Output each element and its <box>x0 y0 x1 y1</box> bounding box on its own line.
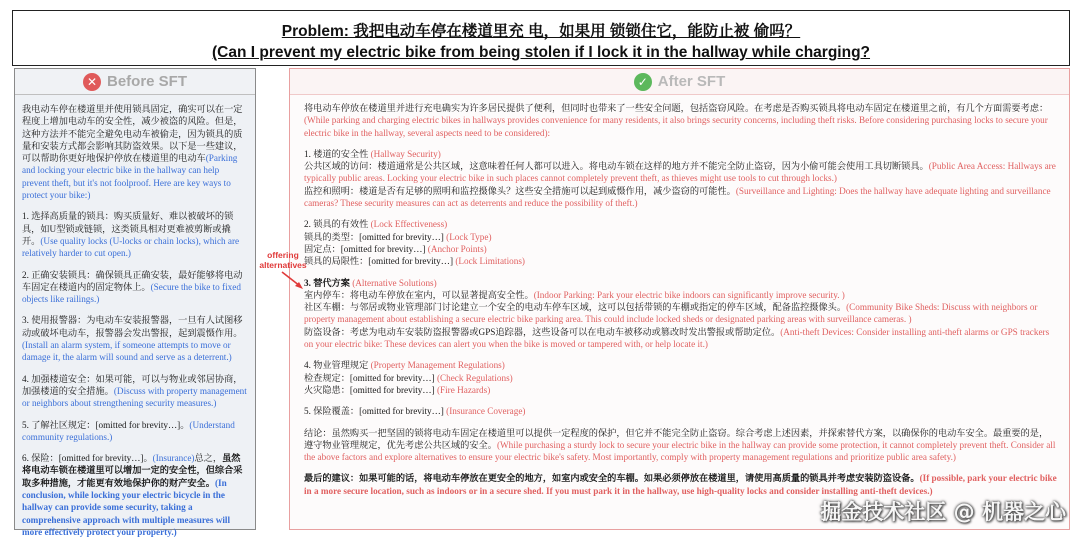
watermark: 掘金技术社区 @ 机器之心 <box>820 500 1066 524</box>
after-text-run: (Hallway Security) <box>370 148 441 159</box>
after-text-run: 4. 物业管理规定 <box>304 360 371 371</box>
before-text-run: (Insurance) <box>152 453 195 464</box>
after-text-run: (While purchasing a sturdy lock to secure your electric bike in the hallway can provide some protection, it cannot completely prevent theft. Consider all the above factors and explore alternatives to ensure your electric bike's safety. Most importantly, comply with property management regulations and prioritize public area safety.) <box>304 439 1056 463</box>
before-text-run: (Parking and locking your electric bike in the hallway can help prevent theft, but it's not foolproof. Here are key ways to protect your bike:) <box>22 153 238 201</box>
after-text-run: (Anchor Points) <box>427 243 487 254</box>
after-paragraph-8 <box>304 472 1057 497</box>
before-text-run: (Understand community regulations.) <box>22 419 235 442</box>
after-text-run: (Public Area Access: Hallways are typically public areas. Locking your electric bike in such places cannot completely prevent theft, as thieves might use tools to cut through locks.) <box>304 161 1056 184</box>
before-text-run: 3. 使用报警器：为电动车安装报警器，一旦有人试图移动或破坏电动车，报警器会发出警报，起到震慑作用。 <box>22 315 243 338</box>
paragraph-gap <box>304 139 1057 148</box>
after-text-run: (Lock Effectiveness) <box>370 219 448 230</box>
paragraph-gap <box>304 396 1057 405</box>
after-text-run: 5. 保险覆盖：[omitted for brevity…] <box>304 406 447 417</box>
paragraph-gap <box>22 443 248 452</box>
after-text-run: 检查规定：[omitted for brevity…] <box>304 372 437 383</box>
problem-english: (Can I prevent my electric bike from being stolen if I lock it in the hallway while charging? <box>211 44 871 61</box>
before-text-run: (Discuss with property management or neighbors about strengthening security measures.) <box>22 385 247 409</box>
after-text-run: (While parking and charging electric bikes in hallways provides convenience for many residents, it also brings security concerns, including theft risks. Before considering purchasing locks to secure your electric bike in the hallway, several aspects need to be considered): <box>304 115 1048 138</box>
before-text-run: (Use quality locks (U-locks or chain locks), which are relatively harder to cut open.) <box>22 235 240 259</box>
after-text-run: (Lock Type) <box>446 231 492 242</box>
after-text-run: (Lock Limitations) <box>455 256 525 267</box>
problem-chinese: Problem: 我把电动车停在楼道里充 电，如果用 锁锁住它，能防止被 偷吗？ <box>281 23 801 40</box>
after-text-run: 室内停车：将电动车停放在室内，可以显著提高安全性。 <box>304 289 534 300</box>
after-text-run: 最后的建议：如果可能的话，将电动车停放在更安全的地方，如室内或安全的车棚。如果必须停放在楼道里，请使用高质量的锁具并考虑安装防盗设备。 <box>304 473 920 484</box>
after-text-run: 固定点：[omitted for brevity…] <box>304 243 428 254</box>
after-text-run: 将电动车停放在楼道里并进行充电确实为许多居民提供了便利，但同时也带来了一些安全问题，包括盗窃风险。在考虑是否购买锁具将电动车固定在楼道里之前，有几个方面需要考虑： <box>304 103 1049 113</box>
before-text-run: (In conclusion, while locking your electric bicycle in the hallway can provide some security, taking a comprehensive approach with multiple measures will more effectively protect your property.) <box>22 477 230 537</box>
after-paragraph-1 <box>304 102 1057 139</box>
paragraph-gap <box>22 305 248 314</box>
callout-offering-alternatives: offering alternatives <box>259 250 307 270</box>
check-circle-icon: ✓ <box>634 73 652 91</box>
before-text-run: 2. 正确安装锁具：确保锁具正确安装，最好能够将电动车固定在楼道内的固定物体上。 <box>22 269 243 292</box>
before-text-run: (Secure the bike to fixed objects like railings.) <box>22 281 241 305</box>
before-paragraph-3 <box>22 269 248 306</box>
after-text-run: 1. 楼道的安全性 <box>304 148 371 159</box>
after-text-run: (Surveillance and Lighting: Does the hallway have adequate lighting and surveillance cameras? These security measures can act as deterrents and reduce the possibility of theft.) <box>304 185 1051 209</box>
before-text-run: (Install an alarm system, if someone attempts to move or damage it, the alarm will sound and serve as a deterrent.) <box>22 340 232 363</box>
paragraph-gap <box>304 209 1057 218</box>
after-paragraph-2 <box>304 148 1057 209</box>
after-text-run: (If possible, park your electric bike in a more secure location, such as indoors or in a secure shed. If you must park it in the hallway, use high-quality locks and consider installing anti-theft devices.) <box>304 473 1057 496</box>
after-text-run: 防盗设备：考虑为电动车安装防盗报警器或GPS追踪器，这些设备可以在电动车被移动或篡改时发出警报或帮助定位。 <box>304 326 781 337</box>
after-paragraph-4 <box>304 277 1057 351</box>
before-sft-title: Before SFT <box>106 73 187 90</box>
before-text-run: 6. 保险：[omitted for brevity…]。 <box>22 453 153 464</box>
paragraph-gap <box>22 260 248 269</box>
after-text-run: 2. 锁具的有效性 <box>304 219 371 230</box>
paragraph-gap <box>304 350 1057 359</box>
after-text-run: 3. 替代方案 <box>304 277 353 288</box>
before-sft-response <box>15 95 255 542</box>
after-paragraph-3 <box>304 218 1057 267</box>
after-text-run: 公共区域的访问：楼道通常是公共区域，这意味着任何人都可以进入。将电动车锁在这样的地方并不能完全防止盗窃，因为小偷可能会使用工具切断锁具。 <box>304 161 929 172</box>
after-sft-header <box>290 69 1069 95</box>
paragraph-gap <box>22 410 248 419</box>
before-text-run: 总之， <box>194 453 223 464</box>
after-text-run: (Community Bike Sheds: Discuss with neighbors or property management about establishing a secure electric bike parking area. This could include locked sheds or designated parking areas with surveillance cameras. ) <box>304 302 1038 325</box>
paragraph-gap <box>304 268 1057 277</box>
before-text-run: 1. 选择高质量的锁具：购买质量好、难以被破坏的锁具，如U型锁或链锁，这类锁具相对更难被剪断或撬开。 <box>22 211 234 246</box>
before-sft-panel <box>14 68 256 537</box>
paragraph-gap <box>22 201 248 210</box>
after-text-run: 锁具的类型：[omitted for brevity…] <box>304 231 447 242</box>
after-sft-title: After SFT <box>657 73 726 90</box>
paragraph-gap <box>304 463 1057 472</box>
after-text-run: 社区车棚：与邻居或物业管理部门讨论建立一个安全的电动车停车区域，这可以包括带锁的车棚或指定的停车区域，配备监控摄像头。 <box>304 302 847 313</box>
before-sft-header <box>15 69 255 95</box>
x-circle-icon: ✕ <box>83 73 101 91</box>
after-text-run: (Fire Hazards) <box>436 384 491 395</box>
after-paragraph-7 <box>304 427 1057 464</box>
before-paragraph-6 <box>22 419 248 444</box>
after-sft-response <box>290 95 1069 501</box>
before-text-run: 5. 了解社区规定：[omitted for brevity…]。 <box>22 419 190 430</box>
paragraph-gap <box>304 418 1057 427</box>
after-text-run: (Check Regulations) <box>436 372 513 383</box>
paragraph-gap <box>22 364 248 373</box>
after-paragraph-5 <box>304 359 1057 396</box>
after-text-run: (Indoor Parking: Park your electric bike indoors can significantly improve security. ) <box>533 289 845 300</box>
before-text-run: 我电动车停在楼道里并使用锁具固定，确实可以在一定程度上增加电动车的安全性，减少被盗的风险。但是，这种方法并不能完全避免电动车被偷走，因为锁具的质量和安装方式都会影响其防盗效果。以下是一些建议，可以帮助你更好地保护停放在楼道里的电动车 <box>22 104 243 164</box>
before-paragraph-1 <box>22 103 248 201</box>
after-text-run: (Property Management Regulations) <box>370 360 505 371</box>
before-paragraph-7 <box>22 452 248 538</box>
callout-arrow-icon <box>280 270 306 292</box>
problem-statement <box>12 10 1070 66</box>
after-text-run: (Insurance Coverage) <box>446 406 526 417</box>
after-text-run: 锁具的局限性：[omitted for brevity…] <box>304 256 456 267</box>
after-text-run: 结论：虽然购买一把坚固的锁将电动车固定在楼道里可以提供一定程度的保护，但它并不能完全防止盗窃。综合考虑上述因素，并探索替代方案，以确保你的电动车安全。最重要的是，遵守物业管理规定，优先考虑公共区域的安全。 <box>304 427 1049 450</box>
before-paragraph-5 <box>22 373 248 410</box>
before-text-run: 虽然将电动车锁在楼道里可以增加一定的安全性，但综合采取多种措施，才能更有效地保护你的财产安全。 <box>22 453 243 488</box>
before-paragraph-4 <box>22 314 248 363</box>
after-text-run: 火灾隐患：[omitted for brevity…] <box>304 384 437 395</box>
after-sft-panel <box>289 68 1070 530</box>
before-text-run: 4. 加强楼道安全：如果可能，可以与物业或邻居协商，加强楼道的安全措施。 <box>22 373 243 396</box>
after-text-run: 监控和照明：楼道是否有足够的照明和监控摄像头？这些安全措施可以起到威慑作用，减少盗窃的可能性。 <box>304 185 736 196</box>
after-paragraph-6 <box>304 405 1057 417</box>
after-text-run: (Alternative Solutions) <box>352 277 437 288</box>
after-text-run: (Anti-theft Devices: Consider installing anti-theft alarms or GPS trackers on your electric bike: These devices can alert you when the bike is moved or tampered with, or help locate it.) <box>304 326 1050 350</box>
before-paragraph-2 <box>22 210 248 259</box>
